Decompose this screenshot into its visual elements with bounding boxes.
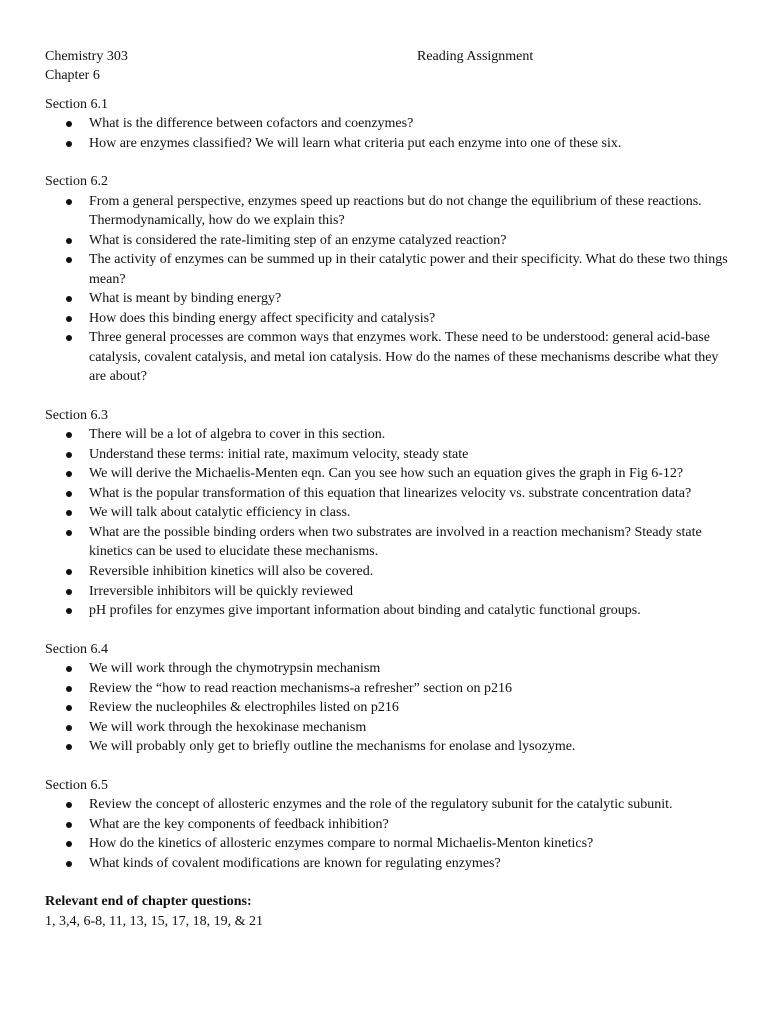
list-item <box>45 659 728 678</box>
bullet-icon <box>66 121 72 127</box>
list-item-text: Reversible inhibition kinetics will also be covered. <box>89 564 374 579</box>
section <box>45 172 728 386</box>
bullet-icon <box>66 491 72 497</box>
list-item-text: How do the kinetics of allosteric enzymes compare to normal Michaelis-Menton kinetics? <box>89 836 594 852</box>
list-item <box>45 737 728 756</box>
bullet-icon <box>66 316 72 322</box>
list-item <box>45 134 728 153</box>
list-item-text: What is meant by binding energy? <box>89 291 282 307</box>
list-item <box>45 815 728 834</box>
bullet-icon <box>66 608 72 614</box>
list-item <box>45 503 728 522</box>
list-item-text: Irreversible inhibitors will be quickly reviewed <box>89 583 353 599</box>
list-item <box>45 523 728 562</box>
assignment-title: Reading Assignment <box>417 49 534 64</box>
list-item-text: What are the key components of feedback inhibition? <box>89 816 389 832</box>
bullet-icon <box>66 471 72 477</box>
list-item-text: What kinds of covalent modifications are known for regulating enzymes? <box>89 855 501 871</box>
section <box>45 640 728 757</box>
list-item-text: What are the possible binding orders when two substrates are involved in a reaction mechanism? Steady state kinetics can be used to elucidate these mechanisms. <box>89 525 702 560</box>
relevant-questions-heading: Relevant end of chapter questions: <box>45 894 252 910</box>
bullet-list <box>45 192 728 387</box>
list-item-text: Review the “how to read reaction mechanisms-a refresher” section on p216 <box>89 680 512 696</box>
list-item <box>45 231 728 250</box>
bullet-list <box>45 795 728 873</box>
bullet-list <box>45 114 728 153</box>
bullet-icon <box>66 666 72 672</box>
list-item-text: What is considered the rate-limiting step of an enzyme catalyzed reaction? <box>89 232 507 248</box>
list-item-text: We will derive the Michaelis-Menten eqn. Can you see how such an equation gives the graph in Fig 6-12? <box>89 466 684 482</box>
list-item-text: We will talk about catalytic efficiency in class. <box>89 505 351 521</box>
section <box>45 776 728 874</box>
list-item-text: The activity of enzymes can be summed up in their catalytic power and their specificity. What do these two things mean? <box>89 252 728 287</box>
list-item <box>45 854 728 873</box>
bullet-icon <box>66 705 72 711</box>
section-title: Section 6.2 <box>45 174 108 190</box>
bullet-icon <box>66 199 72 205</box>
list-item <box>45 425 728 444</box>
list-item <box>45 445 728 464</box>
bullet-icon <box>66 257 72 263</box>
list-item <box>45 795 728 814</box>
list-item <box>45 289 728 308</box>
bullet-icon <box>66 296 72 302</box>
section-title: Section 6.1 <box>45 96 108 112</box>
list-item <box>45 192 728 231</box>
bullet-icon <box>66 530 72 536</box>
bullet-icon <box>66 452 72 458</box>
bullet-icon <box>66 238 72 244</box>
list-item <box>45 309 728 328</box>
relevant-questions-list: 1, 3,4, 6-8, 11, 13, 15, 17, 18, 19, & 21 <box>45 913 264 929</box>
list-item-text: From a general perspective, enzymes speed up reactions but do not change the equilibrium of these reactions. Thermodynamically, how do we explain this? <box>89 193 702 229</box>
list-item <box>45 328 728 386</box>
list-item <box>45 114 728 133</box>
course-title: Chemistry 303 <box>45 49 128 64</box>
bullet-icon <box>66 725 72 731</box>
bullet-list <box>45 425 728 621</box>
list-item-text: Review the nucleophiles & electrophiles listed on p216 <box>89 700 399 716</box>
bullet-icon <box>66 861 72 867</box>
bullet-icon <box>66 589 72 595</box>
bullet-icon <box>66 744 72 750</box>
header <box>45 47 728 66</box>
list-item <box>45 601 728 620</box>
bullet-icon <box>66 822 72 828</box>
list-item-text: We will work through the chymotrypsin mechanism <box>89 661 381 676</box>
list-item <box>45 679 728 698</box>
list-item-text: There will be a lot of algebra to cover in this section. <box>89 427 386 443</box>
bullet-icon <box>66 686 72 692</box>
bullet-icon <box>66 802 72 808</box>
list-item <box>45 698 728 717</box>
list-item-text: We will probably only get to briefly outline the mechanisms for enolase and lysozyme. <box>89 739 576 755</box>
bullet-icon <box>66 569 72 575</box>
bullet-icon <box>66 335 72 341</box>
list-item-text: Understand these terms: initial rate, maximum velocity, steady state <box>89 446 469 462</box>
list-item-text: How are enzymes classified? We will learn what criteria put each enzyme into one of these six. <box>89 135 622 151</box>
section-title: Section 6.3 <box>45 407 108 423</box>
list-item <box>45 562 728 581</box>
list-item <box>45 464 728 483</box>
sections-container <box>45 95 728 874</box>
bullet-list <box>45 659 728 757</box>
section-title: Section 6.4 <box>45 641 108 657</box>
section <box>45 95 728 153</box>
list-item-text: What is the popular transformation of this equation that linearizes velocity vs. substrate concentration data? <box>89 485 692 501</box>
chapter-title: Chapter 6 <box>45 68 100 84</box>
bullet-icon <box>66 432 72 438</box>
section <box>45 406 728 621</box>
list-item-text: What is the difference between cofactors and coenzymes? <box>89 116 414 132</box>
list-item <box>45 718 728 737</box>
list-item <box>45 250 728 289</box>
bullet-icon <box>66 841 72 847</box>
list-item-text: pH profiles for enzymes give important information about binding and catalytic functional groups. <box>89 603 641 619</box>
list-item <box>45 484 728 503</box>
list-item-text: How does this binding energy affect specificity and catalysis? <box>89 310 436 326</box>
section-title: Section 6.5 <box>45 777 108 793</box>
bullet-icon <box>66 141 72 147</box>
list-item <box>45 834 728 853</box>
bullet-icon <box>66 510 72 516</box>
list-item-text: Review the concept of allosteric enzymes and the role of the regulatory subunit for the catalytic subunit. <box>89 797 673 813</box>
list-item-text: We will work through the hexokinase mechanism <box>89 719 367 735</box>
list-item-text: Three general processes are common ways that enzymes work. These need to be understood: general acid-base catalysis, covalent catalysis, and metal ion catalysis. How do the names of these mechanisms describe what they are about? <box>89 330 719 385</box>
relevant-questions-block <box>45 892 728 931</box>
list-item <box>45 582 728 601</box>
